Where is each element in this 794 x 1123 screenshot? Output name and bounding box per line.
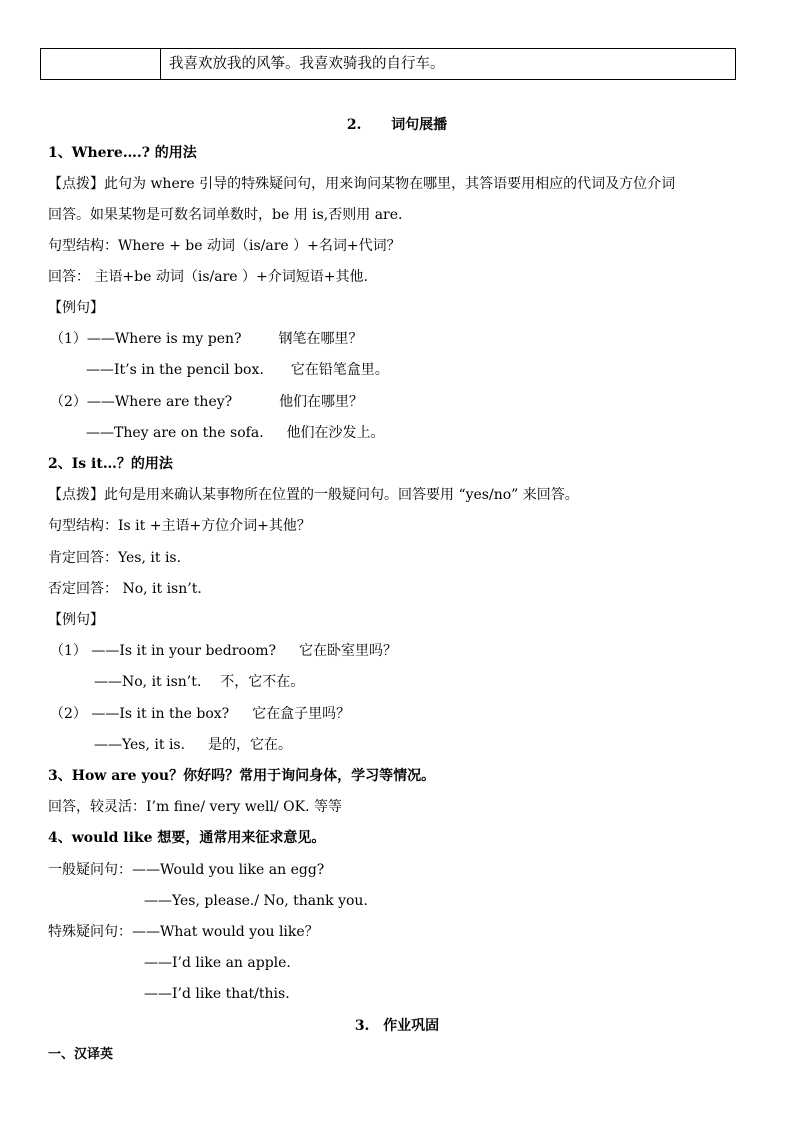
section-3-title <box>0 1017 794 1035</box>
example-1-question-en: （1）——Where is my pen? <box>50 331 242 347</box>
negative-answer: 否定回答： No, it isn’t. <box>48 581 202 597</box>
example-3-answer-cn: 不，它不在。 <box>220 674 305 690</box>
example-1-answer-en: ——It’s in the pencil box. <box>86 362 264 378</box>
example-1-answer <box>86 361 389 379</box>
section-2-title <box>0 116 794 134</box>
example-3-question-en: （1） ——Is it in your bedroom? <box>50 643 277 659</box>
example-4-question-en: （2） ——Is it in the box? <box>50 706 230 722</box>
example-label-is-it: 【例句】 <box>48 612 104 628</box>
answer-where: 回答： 主语+be 动词（is/are ）+介词短语+其他. <box>48 269 368 285</box>
heading-would-like: 4、would like 想要，通常用来征求意见。 <box>48 830 326 846</box>
special-answer-2: ——I’d like that/this. <box>144 986 290 1002</box>
general-answer: ——Yes, please./ No, thank you. <box>144 893 368 909</box>
example-4-answer-cn: 是的，它在。 <box>207 737 292 753</box>
special-question <box>48 923 319 941</box>
special-question-text: ——What would you like？ <box>132 924 319 940</box>
example-2-answer <box>86 424 385 442</box>
example-label-where: 【例句】 <box>48 300 104 316</box>
heading-how-are-you: 3、How are you？你好吗？常用于询问身体，学习等情况。 <box>48 768 436 784</box>
structure-where: 句型结构：Where + be 动词（is/are ）+名词+代词？ <box>48 238 401 254</box>
table-cell-right: 我喜欢放我的风筝。我喜欢骑我的自行车。 <box>169 56 445 72</box>
heading-where: 1、Where….? 的用法 <box>48 145 197 161</box>
section-3-heading: 作业巩固 <box>383 1018 440 1034</box>
special-answer-1: ——I’d like an apple. <box>144 955 291 971</box>
general-question-text: ——Would you like an egg? <box>132 862 325 878</box>
table-cell-left <box>41 49 161 79</box>
example-2-question-cn: 他们在哪里？ <box>279 394 364 410</box>
example-3-answer <box>94 673 304 691</box>
example-4-answer-en: ——Yes, it is. <box>94 737 186 753</box>
example-3-answer-en: ——No, it isn’t. <box>94 674 202 690</box>
example-2-answer-en: ——They are on the sofa. <box>86 425 264 441</box>
example-4-question <box>50 705 350 723</box>
example-2-question <box>50 393 363 411</box>
section-2-number: 2. <box>346 117 362 133</box>
example-3-question-cn: 它在卧室里吗？ <box>298 643 397 659</box>
example-2-answer-cn: 他们在沙发上。 <box>286 425 385 441</box>
section-3-number: 3. <box>354 1018 370 1034</box>
section-2-heading: 词句展播 <box>391 117 448 133</box>
tip-where-line1: 【点拨】此句为 where 引导的特殊疑问句，用来询问某物在哪里，其答语要用相应的代词及方位介词 <box>48 176 676 192</box>
special-question-label: 特殊疑问句： <box>48 924 132 940</box>
general-question <box>48 861 324 879</box>
tip-where-line2: 回答。如果某物是可数名词单数时，be 用 is,否则用 are. <box>48 207 403 223</box>
heading-is-it: 2、Is it…？的用法 <box>48 456 173 472</box>
tip-is-it: 【点拨】此句是用来确认某事物所在位置的一般疑问句。回答要用 “yes/no” 来回答。 <box>48 487 579 503</box>
vocab-table-row <box>40 48 736 80</box>
example-2-question-en: （2）——Where are they? <box>50 394 233 410</box>
positive-answer: 肯定回答：Yes, it is. <box>48 550 182 566</box>
answer-how-are-you: 回答，较灵活：I’m fine/ very well/ OK. 等等 <box>48 799 342 815</box>
subsection-translate: 一、汉译英 <box>48 1047 114 1062</box>
example-1-question-cn: 钢笔在哪里？ <box>278 331 363 347</box>
example-4-question-cn: 它在盒子里吗？ <box>252 706 351 722</box>
structure-is-it: 句型结构：Is it +主语+方位介词+其他？ <box>48 518 311 534</box>
example-1-question <box>50 330 362 348</box>
example-4-answer <box>94 736 292 754</box>
general-question-label: 一般疑问句： <box>48 862 132 878</box>
example-3-question <box>50 642 397 660</box>
example-1-answer-cn: 它在铅笔盒里。 <box>290 362 389 378</box>
